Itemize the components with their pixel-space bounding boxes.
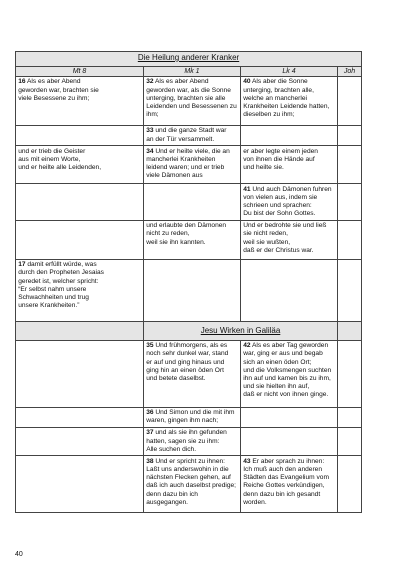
verse-text: er aber legte einem jeden von ihnen die Hände auf und heilte sie. [243, 147, 318, 171]
table-row [16, 184, 362, 221]
section-title-row [16, 52, 362, 67]
verse-number: 36 [146, 409, 154, 417]
cell-mk [144, 126, 241, 146]
verse-text: Als aber die Sonne unterging, brachten alle, welche an mancherlei Krankheiten Leidende hatten, dieselben zu ihm; [243, 78, 330, 119]
cell-mt [16, 77, 144, 126]
separator-cell [338, 321, 362, 340]
cell-lk [241, 456, 338, 513]
cell-lk [241, 146, 338, 184]
verse-text: Er aber sprach zu ihnen: Ich muß auch den anderen Städten das Evangelium vom Reiche Gottes verkündigen, denn dazu bin ich gesandt worden. [243, 457, 329, 506]
cell-lk [241, 427, 338, 455]
verse-text: und als sie ihn gefunden hatten, sagen sie zu ihm: Alle suchen dich. [146, 429, 227, 453]
cell-joh [338, 220, 362, 259]
verse-text: Und er bedrohte sie und ließ sie nicht reden, weil sie wußten, daß er der Christus war. [243, 222, 327, 254]
cell-mt [16, 126, 144, 146]
cell-mt [16, 220, 144, 259]
verse-number: 42 [243, 342, 251, 350]
verse-text: Als es aber Abend geworden war, brachten sie viele Besessene zu ihm; [18, 78, 99, 102]
verse-text: damit erfüllt würde, was durch den Propheten Jesaias geredet ist, welcher spricht: “Er selbst nahm unsere Schwachheiten und trug unsere Krankheiten.” [18, 261, 104, 310]
verse-number: 35 [146, 342, 154, 350]
verse-number: 32 [146, 78, 154, 86]
verse-number: 17 [18, 261, 26, 269]
cell-mk [144, 427, 241, 455]
verse-text: Und frühmorgens, als es noch sehr dunkel war, stand er auf und ging hinaus und ging hin an einen öden Ort und betete daselbst. [146, 342, 229, 382]
verse-number: 37 [146, 429, 154, 437]
verse-text: Und er spricht zu ihnen: Laßt uns anderswohin in die nächsten Flecken gehen, auf daß ich auch daselbst predige; denn dazu bin ich ausgegangen. [146, 457, 236, 506]
cell-joh [338, 126, 362, 146]
table-row [16, 427, 362, 455]
verse-number: 40 [243, 78, 251, 86]
cell-mk [144, 259, 241, 321]
separator-cell [16, 321, 144, 340]
verse-text: Als es aber Tag geworden war, ging er aus und begab sich an einen öden Ort; und die Volksmengen suchten ihn auf und kamen bis zu ihm, und sie hielten ihn auf, daß er nicht von ihnen ginge. [243, 342, 332, 399]
cell-mk [144, 220, 241, 259]
verse-text: und erlaubte den Dämonen nicht zu reden, weil sie ihn kannten. [146, 222, 227, 246]
cell-mt [16, 184, 144, 221]
cell-mk [144, 77, 241, 126]
cell-joh [338, 146, 362, 184]
table-row [16, 259, 362, 321]
section-title: Jesu Wirken in Galiläa [200, 325, 281, 335]
column-header-lk: Lk 4 [241, 67, 338, 77]
cell-lk [241, 407, 338, 427]
cell-mt [16, 456, 144, 513]
section-title: Die Heilung anderer Kranker [137, 53, 240, 62]
verse-number: 33 [146, 127, 154, 135]
cell-mk [144, 456, 241, 513]
cell-mk [144, 184, 241, 221]
cell-lk [241, 220, 338, 259]
cell-joh [338, 184, 362, 221]
table-row [16, 456, 362, 513]
cell-joh [338, 340, 362, 407]
section-title-row [16, 321, 362, 340]
column-header-joh: Joh [338, 67, 362, 77]
page-number: 40 [15, 551, 23, 558]
cell-lk [241, 259, 338, 321]
cell-mk [144, 407, 241, 427]
synopsis-table [15, 51, 362, 513]
verse-text: Und auch Dämonen fuhren von vielen aus, indem sie schrieen und sprachen: Du bist der Sohn Gottes. [243, 185, 332, 218]
cell-lk [241, 184, 338, 221]
verse-number: 43 [243, 457, 251, 465]
cell-mt [16, 340, 144, 407]
cell-joh [338, 407, 362, 427]
cell-mt [16, 407, 144, 427]
cell-lk [241, 126, 338, 146]
cell-joh [338, 77, 362, 126]
table-row [16, 146, 362, 184]
cell-lk [241, 77, 338, 126]
table-row [16, 407, 362, 427]
cell-joh [338, 456, 362, 513]
cell-joh [338, 259, 362, 321]
verse-text: Als es aber Abend geworden war, als die Sonne unterging, brachten sie alle Leidenden und Besessenen zu ihm; [146, 78, 237, 119]
table-row [16, 126, 362, 146]
column-header-mk: Mk 1 [144, 67, 241, 77]
verse-text: und er trieb die Geister aus mit einem Worte, und er heilte alle Leidenden, [18, 147, 102, 171]
verse-number: 16 [18, 78, 26, 86]
cell-mt [16, 146, 144, 184]
column-header-mt: Mt 8 [16, 67, 144, 77]
cell-mt [16, 259, 144, 321]
table-row [16, 220, 362, 259]
table-row [16, 77, 362, 126]
table-row [16, 340, 362, 407]
verse-text: Und er heilte viele, die an mancherlei Krankheiten leidend waren; und er trieb viele Dämonen aus [146, 147, 230, 180]
verse-text: Und Simon und die mit ihm waren, gingen ihm nach; [146, 409, 235, 425]
cell-mt [16, 427, 144, 455]
verse-number: 38 [146, 457, 154, 465]
verse-number: 41 [243, 185, 251, 193]
cell-mk [144, 146, 241, 184]
verse-text: und die ganze Stadt war an der Tür versammelt. [146, 127, 227, 143]
verse-number: 34 [146, 147, 154, 155]
cell-joh [338, 427, 362, 455]
cell-mk [144, 340, 241, 407]
column-header-row [16, 67, 362, 77]
section-title-cell [16, 52, 362, 67]
section-title-cell [144, 321, 338, 340]
cell-lk [241, 340, 338, 407]
